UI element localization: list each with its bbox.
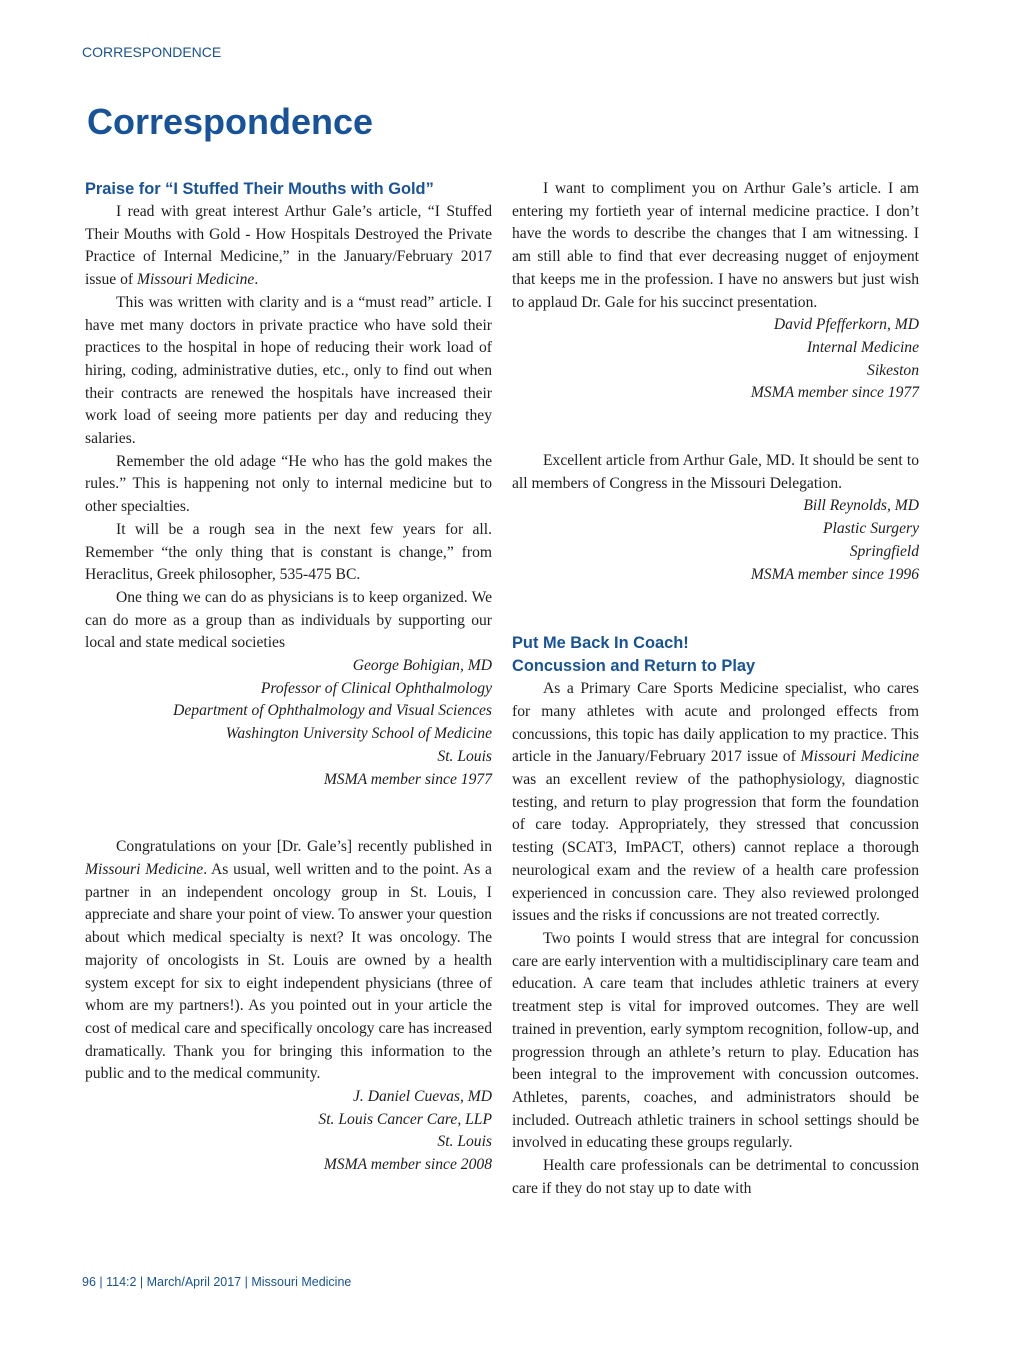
letter1-signature [85, 655, 492, 791]
journal-name: Missouri Medicine [85, 860, 204, 878]
signature-specialty: Plastic Surgery [823, 520, 919, 538]
signature-member: MSMA member since 2008 [323, 1156, 492, 1174]
signature-member: MSMA member since 1977 [750, 384, 919, 402]
journal-name: Missouri Medicine [136, 271, 255, 289]
letter4-signature [512, 495, 919, 586]
letter1-paragraph-2: This was written with clarity and is a “must read” article. I have met many doctors in private practice who have sold their practices to the hospital in hope of reducing their work load of hiring, coding, administrative duties, etc., only to find out when their contracts are renewed the hospitals have increased their work load of seeing more patients per day and reducing they salaries. [85, 293, 492, 448]
signature-name: George Bohigian, MD [352, 657, 492, 675]
signature-name: Bill Reynolds, MD [803, 497, 919, 515]
signature-city: Sikeston [867, 361, 919, 379]
letter2-signature [85, 1086, 492, 1177]
section-label: CORRESPONDENCE [82, 44, 222, 60]
signature-school: Washington University School of Medicine [225, 725, 492, 743]
letter3-paragraph-1: I want to compliment you on Arthur Gale’s article. I am entering my fortieth year of internal medicine practice. I don’t have the words to describe the changes that I am witnessing. I am still able to find that ever decreasing nugget of enjoyment that keeps me in the profession. I have no answers but just wish to applaud Dr. Gale for his succinct presentation. [512, 180, 919, 311]
letter2-paragraph-1: Congratulations on your [Dr. Gale’s] recently published in Missouri Medicine. As usual, well written and to the point. As a partner in an independent oncology group in St. Louis, I appreciate and share your point of view. To answer your question about which medical specialty is next? It was oncology. The majority of oncologists in St. Louis are owned by a health system except for six to eight independent physicians (three of whom are my partners!). As you pointed out in your article the cost of medical care and specifically oncology care has increased dramatically. Thank you for bringing this information to the public and to the medical community. [85, 838, 492, 1083]
journal-name: Missouri Medicine [800, 748, 920, 766]
right-column [512, 178, 919, 1200]
letter5-paragraph-3: Health care professionals can be detrimental to concussion care if they do not stay up to date with [512, 1157, 919, 1197]
letter5-heading-2: Concussion and Return to Play [512, 657, 756, 676]
signature-name: J. Daniel Cuevas, MD [352, 1088, 492, 1106]
letter1-paragraph-5: One thing we can do as physicians is to keep organized. We can do more as a group than as individuals by supporting our local and state medical societies [85, 588, 492, 652]
signature-member: MSMA member since 1996 [750, 565, 919, 583]
page-title: Correspondence [87, 101, 374, 142]
letter1-heading: Praise for “I Stuffed Their Mouths with Gold” [85, 180, 434, 198]
signature-specialty: Internal Medicine [806, 338, 919, 356]
letter1-paragraph-4: It will be a rough sea in the next few years for all. Remember “the only thing that is constant is change,” from Heraclitus, Greek philosopher, 535-475 BC. [85, 520, 492, 584]
signature-city: St. Louis [437, 1133, 492, 1151]
left-column [85, 178, 492, 1177]
signature-city: Springfield [849, 542, 919, 560]
letter5-paragraph-1: As a Primary Care Sports Medicine specialist, who cares for many athletes with acute and prolonged effects from concussions, this topic has daily application to my practice. This article in the January/February 2017 issue of Missouri Medicine was an excellent review of the pathophysiology, diagnostic testing, and return to play progression that form the foundation of care today. Appropriately, they stressed that concussion testing (SCAT3, ImPACT, others) cannot replace a thorough neurological exam and the review of a health care profession experienced in concussion care. They also reviewed prolonged issues and the risks if concussions are not treated correctly. [512, 680, 920, 925]
signature-name: David Pfefferkorn, MD [773, 316, 919, 334]
letter4-paragraph-1: Excellent article from Arthur Gale, MD. It should be sent to all members of Congress in the Missouri Delegation. [512, 452, 919, 492]
letter1-paragraph-3: Remember the old adage “He who has the gold makes the rules.” This is happening not only to internal medicine but to other specialties. [85, 452, 492, 516]
letter3-signature [512, 314, 919, 405]
signature-city: St. Louis [437, 747, 492, 765]
letter5-heading-1: Put Me Back In Coach! [512, 634, 689, 653]
letter5-paragraph-2: Two points I would stress that are integral for concussion care are early intervention with a multidisciplinary care team and education. A care team that includes athletic trainers at every treatment step is vital for improved outcomes. They are well trained in prevention, early symptom recognition, follow-up, and progression through an athlete’s return to play. Education has been integral to the improvement with concussion outcomes. Athletes, parents, coaches, and administrators should be included. Outreach athletic trainers in school settings should be involved in educating these groups regularly. [512, 929, 919, 1152]
letter1-paragraph-1: I read with great interest Arthur Gale’s article, “I Stuffed Their Mouths with Gold - How Hospitals Destroyed the Private Practice of Internal Medicine,” in the January/February 2017 issue of Missouri Medicine. [85, 203, 492, 289]
page-footer: 96 | 114:2 | March/April 2017 | Missouri Medicine [82, 1275, 352, 1289]
signature-member: MSMA member since 1977 [323, 770, 492, 788]
signature-department: Department of Ophthalmology and Visual Sciences [173, 702, 492, 720]
signature-org: St. Louis Cancer Care, LLP [318, 1110, 492, 1128]
signature-title: Professor of Clinical Ophthalmology [260, 679, 492, 697]
